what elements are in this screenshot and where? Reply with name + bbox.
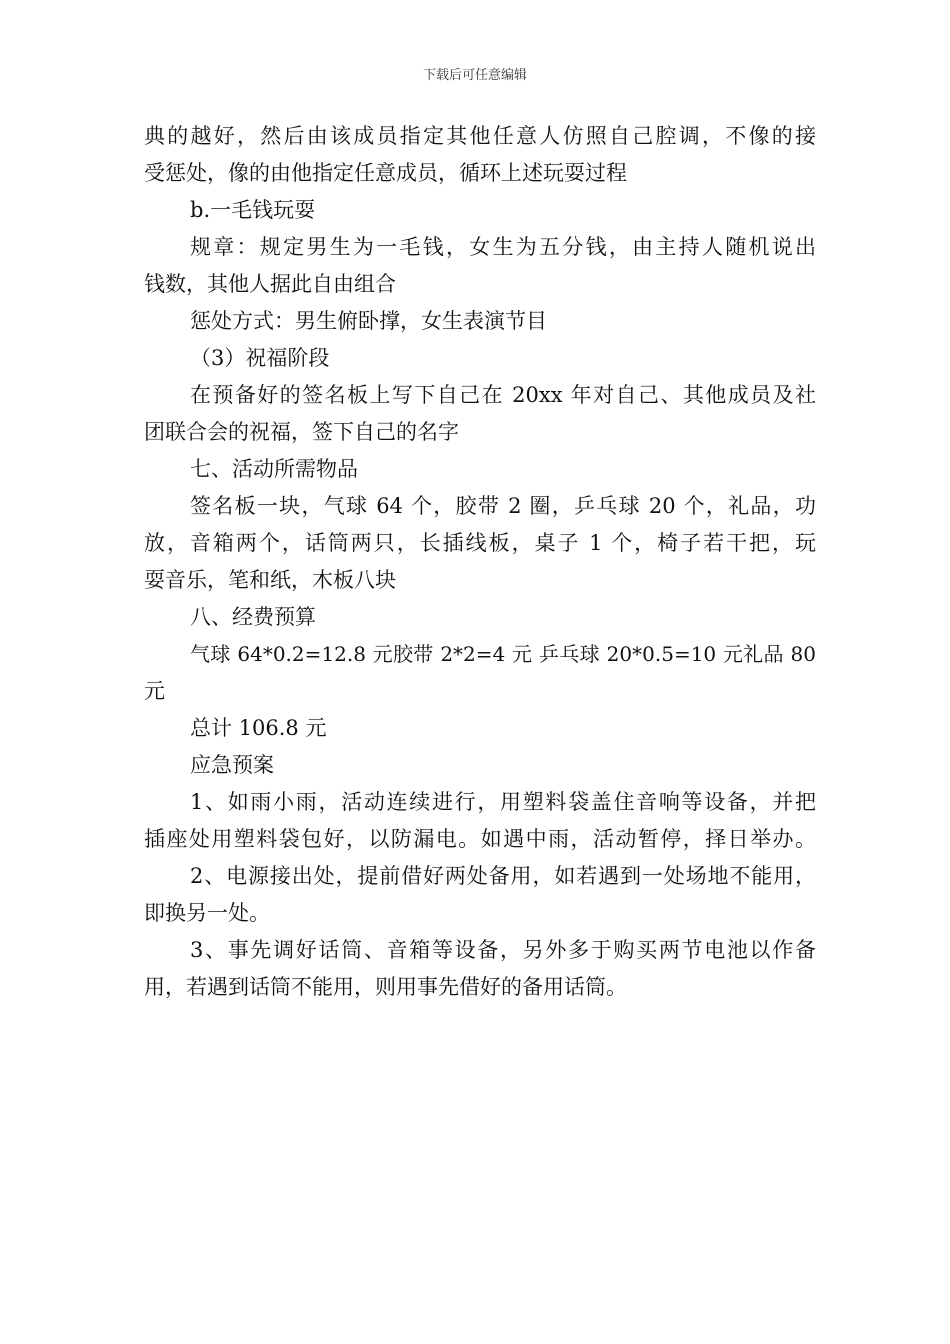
text-line: 气球 64*0.2=12.8 元胶带 2*2=4 元 乒乓球 20*0.5=10 元礼品 80 — [190, 642, 816, 666]
text-line: 在预备好的签名板上写下自己在 20xx 年对自己、其他成员及社 — [190, 383, 816, 407]
text-line: 应急预案 — [190, 753, 274, 777]
text-line: 3、事先调好话筒、音箱等设备，另外多于购买两节电池以作备 — [190, 938, 816, 962]
text-line: 团联合会的祝福，签下自己的名字 — [144, 420, 459, 444]
text-line: b.一毛钱玩耍 — [190, 198, 316, 222]
text-line: 2、电源接出处，提前借好两处备用，如若遇到一处场地不能用， — [190, 864, 816, 888]
text-line: 元 — [144, 679, 165, 703]
text-line: 用，若遇到话筒不能用，则用事先借好的备用话筒。 — [144, 975, 627, 999]
text-line: 放，音箱两个，话筒两只，长插线板，桌子 1 个，椅子若干把，玩 — [144, 531, 816, 555]
text-line: 八、经费预算 — [190, 605, 316, 629]
text-line: 惩处方式：男生俯卧撑，女生表演节目 — [190, 309, 547, 333]
text-line: 1、如雨小雨，活动连续进行，用塑料袋盖住音响等设备，并把 — [190, 790, 816, 814]
text-line: 总计 106.8 元 — [190, 716, 327, 740]
text-line: 耍音乐，笔和纸，木板八块 — [144, 568, 396, 592]
page-header: 下载后可任意编辑 — [422, 68, 527, 83]
text-line: 规章：规定男生为一毛钱，女生为五分钱，由主持人随机说出 — [190, 235, 816, 259]
text-line: 即换另一处。 — [144, 901, 270, 925]
text-line: 受惩处，像的由他指定任意成员，循环上述玩耍过程 — [144, 161, 627, 185]
text-line: 七、活动所需物品 — [190, 457, 358, 481]
text-line: 钱数，其他人据此自由组合 — [144, 272, 396, 296]
document-body — [144, 118, 816, 1006]
text-line: 插座处用塑料袋包好，以防漏电。如遇中雨，活动暂停，择日举办。 — [144, 827, 816, 851]
text-line: 签名板一块，气球 64 个，胶带 2 圈，乒乓球 20 个，礼品，功 — [190, 494, 816, 518]
text-line: 典的越好，然后由该成员指定其他任意人仿照自己腔调，不像的接 — [144, 124, 816, 148]
text-line: （3）祝福阶段 — [190, 346, 330, 370]
